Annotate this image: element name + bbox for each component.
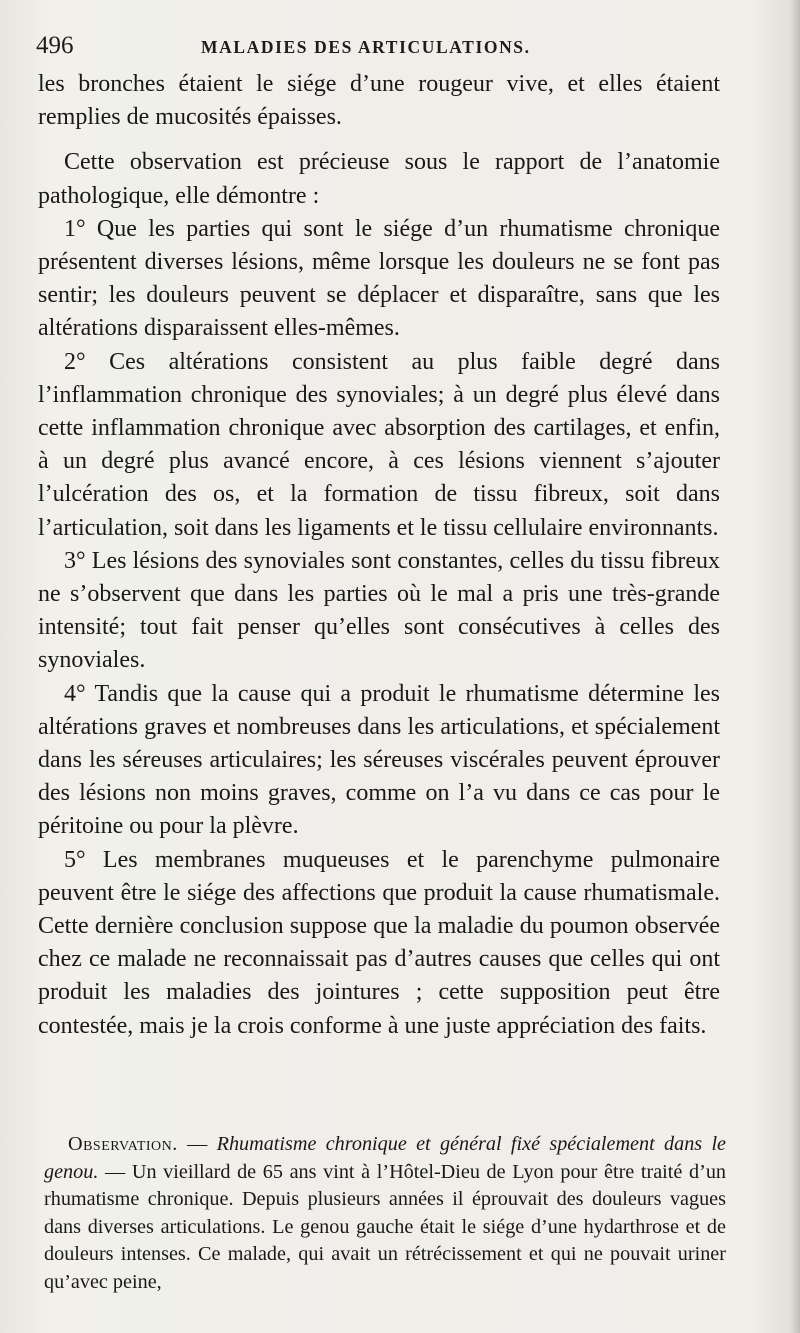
running-title: MALADIES DES ARTICULATIONS. [201, 37, 531, 57]
point-5-paragraph: 5° Les membranes muqueuses et le parenchyme pulmonaire peuvent être le siége des affections que produit la cause rhumatismale. Cette dernière conclusion suppose que la maladie du poumon observée chez ce malade ne reconnaissait pas d’autres causes que celles qui ont produit les maladies des jointures ; cette supposition peut être contestée, mais je la crois conforme à une juste appréciation des faits. [38, 846, 720, 1039]
intro-paragraph: Cette observation est précieuse sous le rapport de l’anatomie pathologique, elle démontre : [38, 149, 720, 209]
observation-dash-2: — [98, 1160, 132, 1183]
observation-title: Rhumatisme chronique et général fixé spécialement dans le genou. [44, 1133, 727, 1183]
continuation-paragraph: les bronches étaient le siége d’une rougeur vive, et elles étaient remplies de mucosités épaisses. [38, 71, 720, 131]
point-4-paragraph: 4° Tandis que la cause qui a produit le rhumatisme détermine les altérations graves et nombreuses dans les articulations, et spécialement dans les séreuses articulaires; les séreuses viscérales peuvent éprouver des lésions non moins graves, comme on l’a vu dans ce cas pour le péritoine ou pour la plèvre. [38, 680, 720, 840]
page-edge-shadow [790, 0, 800, 1333]
observation-label: Observation. [68, 1133, 178, 1155]
observation-dash-1: — [177, 1133, 217, 1155]
point-3-paragraph: 3° Les lésions des synoviales sont constantes, celles du tissu fibreux ne s’observent que dans les parties où le mal a pris une très-grande intensité; tout fait penser qu’elles sont consécutives à celles des synoviales. [38, 547, 720, 674]
observation-text: Un vieillard de 65 ans vint à l’Hôtel-Dieu de Lyon pour être traité d’un rhumatisme chronique. Depuis plusieurs années il éprouvait des douleurs vagues dans diverses articulations. Le genou gauche était le siége d’une hydarthrose et de douleurs intenses. Ce malade, qui avait un rétrécissement et qui ne pouvait uriner qu’avec peine, [44, 1160, 727, 1293]
main-text [38, 68, 720, 1043]
running-header [36, 30, 726, 62]
observation-paragraph [44, 1131, 726, 1297]
page-number: 496 [36, 32, 74, 59]
point-1-paragraph: 1° Que les parties qui sont le siége d’un rhumatisme chronique présentent diverses lésions, même lorsque les douleurs ne se font pas sentir; les douleurs peuvent se déplacer et disparaître, sans que les altérations disparaissent elles-mêmes. [38, 215, 720, 342]
point-2-paragraph: 2° Ces altérations consistent au plus faible degré dans l’inflammation chronique des synoviales; à un degré plus élevé dans cette inflammation chronique avec absorption des cartilages, et enfin, à un degré plus avancé encore, à ces lésions viennent s’ajouter l’ulcération des os, et la formation de tissu fibreux, soit dans l’articulation, soit dans les ligaments et le tissu cellulaire environnants. [38, 348, 720, 541]
